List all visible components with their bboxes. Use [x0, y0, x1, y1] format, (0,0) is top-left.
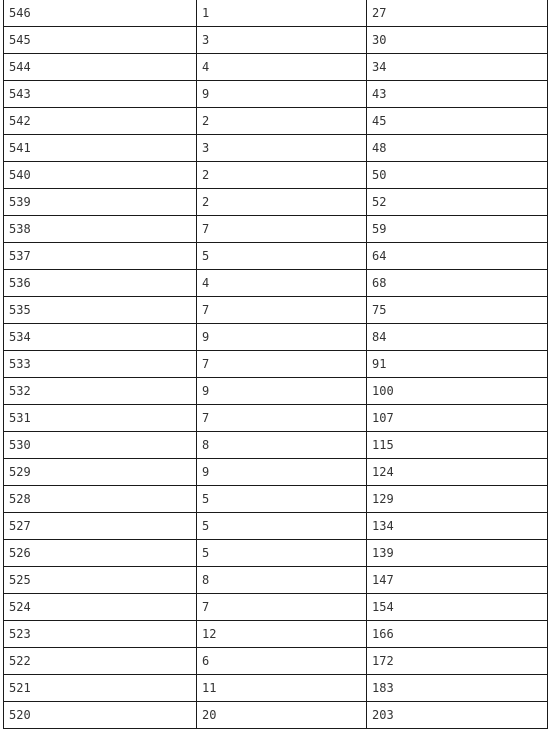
count-cell: 8 — [197, 567, 367, 594]
cumulative-cell: 43 — [367, 81, 548, 108]
score-cell: 520 — [4, 702, 197, 729]
score-cell: 545 — [4, 27, 197, 54]
score-cell: 526 — [4, 540, 197, 567]
count-cell: 4 — [197, 270, 367, 297]
table-row — [4, 189, 548, 216]
cumulative-cell: 45 — [367, 108, 548, 135]
count-cell: 9 — [197, 378, 367, 405]
count-cell: 3 — [197, 27, 367, 54]
score-cell: 534 — [4, 324, 197, 351]
count-cell: 20 — [197, 702, 367, 729]
cumulative-cell: 134 — [367, 513, 548, 540]
cumulative-cell: 30 — [367, 27, 548, 54]
table-row — [4, 324, 548, 351]
score-distribution-table — [3, 0, 548, 729]
table-row — [4, 297, 548, 324]
score-cell: 546 — [4, 0, 197, 27]
table-body — [4, 0, 548, 729]
cumulative-cell: 147 — [367, 567, 548, 594]
table-row — [4, 162, 548, 189]
count-cell: 7 — [197, 351, 367, 378]
cumulative-cell: 124 — [367, 459, 548, 486]
score-cell: 540 — [4, 162, 197, 189]
table-row — [4, 0, 548, 27]
score-cell: 537 — [4, 243, 197, 270]
table-row — [4, 594, 548, 621]
score-cell: 521 — [4, 675, 197, 702]
cumulative-cell: 139 — [367, 540, 548, 567]
cumulative-cell: 50 — [367, 162, 548, 189]
score-cell: 541 — [4, 135, 197, 162]
count-cell: 7 — [197, 297, 367, 324]
score-cell: 532 — [4, 378, 197, 405]
score-cell: 542 — [4, 108, 197, 135]
cumulative-cell: 203 — [367, 702, 548, 729]
score-cell: 525 — [4, 567, 197, 594]
score-cell: 539 — [4, 189, 197, 216]
cumulative-cell: 91 — [367, 351, 548, 378]
cumulative-cell: 115 — [367, 432, 548, 459]
score-cell: 536 — [4, 270, 197, 297]
count-cell: 5 — [197, 540, 367, 567]
count-cell: 9 — [197, 81, 367, 108]
table-row — [4, 54, 548, 81]
count-cell: 5 — [197, 513, 367, 540]
cumulative-cell: 52 — [367, 189, 548, 216]
table-row — [4, 378, 548, 405]
score-cell: 527 — [4, 513, 197, 540]
score-cell: 530 — [4, 432, 197, 459]
table-row — [4, 243, 548, 270]
table-row — [4, 702, 548, 729]
table-row — [4, 216, 548, 243]
cumulative-cell: 129 — [367, 486, 548, 513]
table-row — [4, 270, 548, 297]
cumulative-cell: 64 — [367, 243, 548, 270]
table-row — [4, 405, 548, 432]
table-row — [4, 351, 548, 378]
score-cell: 531 — [4, 405, 197, 432]
cumulative-cell: 75 — [367, 297, 548, 324]
score-cell: 533 — [4, 351, 197, 378]
cumulative-cell: 48 — [367, 135, 548, 162]
table-row — [4, 135, 548, 162]
count-cell: 7 — [197, 405, 367, 432]
count-cell: 6 — [197, 648, 367, 675]
cumulative-cell: 100 — [367, 378, 548, 405]
table-row — [4, 486, 548, 513]
count-cell: 1 — [197, 0, 367, 27]
count-cell: 2 — [197, 189, 367, 216]
score-cell: 523 — [4, 621, 197, 648]
cumulative-cell: 154 — [367, 594, 548, 621]
count-cell: 9 — [197, 459, 367, 486]
cumulative-cell: 107 — [367, 405, 548, 432]
table-row — [4, 27, 548, 54]
table-row — [4, 567, 548, 594]
table-row — [4, 621, 548, 648]
count-cell: 12 — [197, 621, 367, 648]
count-cell: 7 — [197, 216, 367, 243]
count-cell: 5 — [197, 243, 367, 270]
score-cell: 528 — [4, 486, 197, 513]
count-cell: 4 — [197, 54, 367, 81]
count-cell: 2 — [197, 108, 367, 135]
cumulative-cell: 84 — [367, 324, 548, 351]
count-cell: 2 — [197, 162, 367, 189]
table-row — [4, 513, 548, 540]
score-cell: 538 — [4, 216, 197, 243]
table-row — [4, 108, 548, 135]
score-cell: 524 — [4, 594, 197, 621]
cumulative-cell: 166 — [367, 621, 548, 648]
count-cell: 8 — [197, 432, 367, 459]
table-row — [4, 675, 548, 702]
score-cell: 543 — [4, 81, 197, 108]
table-row — [4, 432, 548, 459]
count-cell: 9 — [197, 324, 367, 351]
table-row — [4, 648, 548, 675]
count-cell: 7 — [197, 594, 367, 621]
count-cell: 5 — [197, 486, 367, 513]
cumulative-cell: 34 — [367, 54, 548, 81]
cumulative-cell: 183 — [367, 675, 548, 702]
score-cell: 529 — [4, 459, 197, 486]
score-cell: 522 — [4, 648, 197, 675]
table-row — [4, 540, 548, 567]
table-row — [4, 81, 548, 108]
score-cell: 535 — [4, 297, 197, 324]
count-cell: 11 — [197, 675, 367, 702]
table-row — [4, 459, 548, 486]
cumulative-cell: 68 — [367, 270, 548, 297]
count-cell: 3 — [197, 135, 367, 162]
score-cell: 544 — [4, 54, 197, 81]
cumulative-cell: 59 — [367, 216, 548, 243]
cumulative-cell: 172 — [367, 648, 548, 675]
cumulative-cell: 27 — [367, 0, 548, 27]
